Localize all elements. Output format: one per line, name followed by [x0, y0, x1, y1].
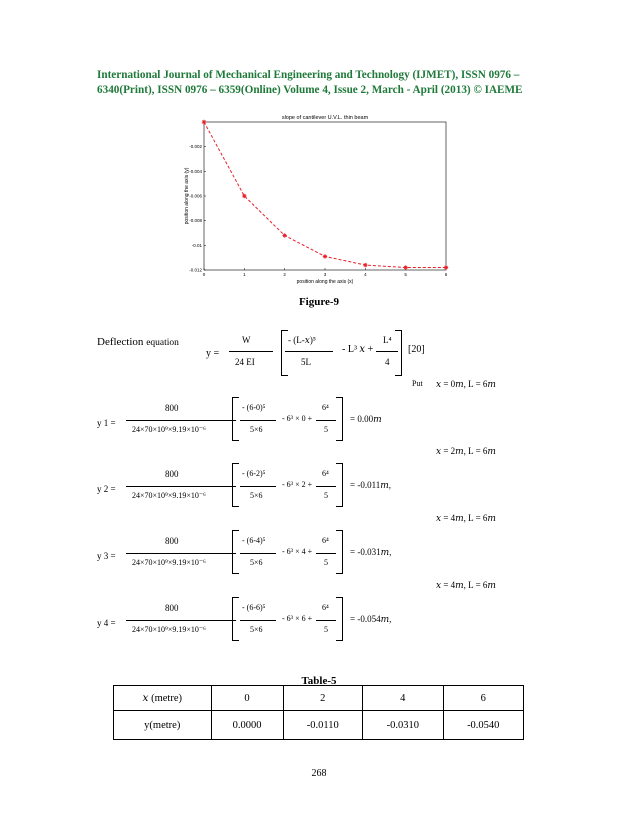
x-tick-label: 0: [202, 272, 206, 277]
row-frac3-num: 6⁴: [322, 603, 329, 612]
fraction-bar: [126, 420, 236, 421]
row-mid: - 6³ × 0 +: [282, 414, 313, 423]
general-den-mid: 5L: [301, 357, 311, 367]
table-cell: -0.0110: [283, 711, 363, 740]
row-num: 800: [165, 536, 179, 546]
left-bracket: [232, 463, 239, 507]
row-den: 24×70×10⁹×9.19×10⁻⁶: [132, 491, 206, 500]
chart-title: slope of cantilever U.V.L. thin beam: [281, 115, 369, 121]
row-num: 800: [165, 603, 179, 613]
row-y: y 4 =: [97, 618, 116, 628]
journal-header: [97, 68, 547, 98]
left-bracket: [232, 597, 239, 641]
data-point: [282, 233, 286, 237]
table-row: [114, 711, 524, 740]
row-frac3-den: 5: [324, 625, 328, 634]
slope-chart: [178, 110, 458, 290]
general-den-left: 24 EI: [235, 357, 255, 367]
general-num-right: L⁴: [383, 335, 392, 345]
row-result: = -0.054𝑚,: [350, 614, 392, 624]
table-cell: 0: [211, 686, 283, 711]
row-y: y 3 =: [97, 551, 116, 561]
row-den: 24×70×10⁹×9.19×10⁻⁶: [132, 625, 206, 634]
general-mid-term: - L³ 𝑥 +: [342, 344, 374, 355]
page-number: 268: [311, 768, 327, 779]
fraction-bar: [285, 351, 333, 352]
row-mid: - 6³ × 4 +: [282, 547, 313, 556]
y-axis-ticks: [189, 144, 206, 272]
fraction-bar: [126, 486, 236, 487]
general-den-right: 4: [385, 357, 390, 367]
row-frac2-den: 5×6: [250, 625, 263, 634]
deflection-label-small: equation: [146, 338, 179, 348]
fraction-bar: [240, 553, 276, 554]
results-table: [113, 685, 524, 740]
row-result: = 0.00𝑚: [350, 414, 382, 424]
row-frac2-den: 5×6: [250, 491, 263, 500]
figure-caption: Figure-9: [298, 296, 340, 308]
fraction-bar: [240, 486, 276, 487]
row-frac3-num: 6⁴: [322, 403, 329, 412]
data-point: [363, 263, 367, 267]
put-label: Put: [412, 379, 423, 388]
x-tick-label: 2: [283, 272, 286, 277]
table-cell: 2: [283, 686, 363, 711]
row-frac2-den: 5×6: [250, 558, 263, 567]
y-tick-label: -0.004: [189, 168, 202, 174]
x-tick-label: 1: [243, 272, 246, 277]
row-frac2-den: 5×6: [250, 425, 263, 434]
row-result: = -0.011𝑚,: [350, 480, 392, 490]
header-line-1: International Journal of Mechanical Engineering and Technology (IJMET), ISSN 0976 –: [97, 69, 520, 81]
y-tick-label: -0.01: [191, 242, 202, 248]
row-condition: 𝑥 = 4𝑚, L = 6𝑚: [436, 513, 496, 523]
fraction-bar: [316, 420, 336, 421]
general-y: y =: [206, 348, 220, 359]
fraction-bar: [316, 486, 336, 487]
general-num-left: W: [242, 335, 251, 345]
row-condition: 𝑥 = 4𝑚, L = 6𝑚: [436, 580, 496, 590]
left-bracket: [232, 397, 239, 441]
table-row: [114, 686, 524, 711]
fraction-bar: [240, 420, 276, 421]
left-bracket: [281, 330, 288, 376]
row-frac3-num: 6⁴: [322, 536, 329, 545]
table-cell: -0.0540: [443, 711, 524, 740]
row-result: = -0.031𝑚,: [350, 547, 392, 557]
row-mid: - 6³ × 2 +: [282, 480, 313, 489]
y-tick-label: -0.002: [189, 144, 202, 150]
row-frac3-den: 5: [324, 425, 328, 434]
row-frac3-den: 5: [324, 491, 328, 500]
row-frac2-num: - (6-4)⁵: [242, 536, 266, 545]
fraction-bar: [240, 620, 276, 621]
row-den: 24×70×10⁹×9.19×10⁻⁶: [132, 425, 206, 434]
right-bracket: [336, 597, 343, 641]
fraction-bar: [229, 351, 273, 352]
data-point: [242, 194, 246, 198]
plot-area: [204, 122, 446, 270]
table-cell: 6: [443, 686, 524, 711]
right-bracket: [336, 530, 343, 574]
row-num: 800: [165, 403, 179, 413]
row-y: y 2 =: [97, 484, 116, 494]
y-tick-label: -0.006: [189, 193, 202, 199]
general-ref: [20]: [408, 344, 425, 355]
right-bracket: [336, 397, 343, 441]
deflection-label-main: Deflection: [97, 336, 144, 348]
y-axis-label: position along the axis (y): [184, 167, 190, 225]
row-den: 24×70×10⁹×9.19×10⁻⁶: [132, 558, 206, 567]
header-line-2: 6340(Print), ISSN 0976 – 6359(Online) Volume 4, Issue 2, March - April (2013) © IAEME: [97, 84, 523, 96]
row-condition: 𝑥 = 2𝑚, L = 6𝑚: [436, 446, 496, 456]
table-cell: 4: [363, 686, 443, 711]
table-caption: Table-5: [301, 675, 337, 687]
row-frac2-num: - (6-0)⁵: [242, 403, 266, 412]
general-num-mid: - (L-𝑥)⁵: [288, 335, 316, 345]
x-tick-label: 6: [444, 272, 448, 277]
fraction-bar: [126, 620, 236, 621]
row-frac3-den: 5: [324, 558, 328, 567]
table-cell: 0.0000: [211, 711, 283, 740]
x-tick-label: 5: [404, 272, 407, 277]
x-tick-label: 4: [364, 272, 367, 277]
row-frac3-num: 6⁴: [322, 469, 329, 478]
row-mid: - 6³ × 6 +: [282, 614, 313, 623]
y-tick-label: -0.008: [189, 218, 202, 224]
fraction-bar: [316, 553, 336, 554]
right-bracket: [336, 463, 343, 507]
data-point: [202, 120, 206, 124]
fraction-bar: [126, 553, 236, 554]
row-frac2-num: - (6-2)⁵: [242, 469, 266, 478]
row-frac2-num: - (6-6)⁵: [242, 603, 266, 612]
table-cell: y(metre): [114, 711, 212, 740]
right-bracket: [395, 330, 402, 376]
row-num: 800: [165, 469, 179, 479]
left-bracket: [232, 530, 239, 574]
row-y: y 1 =: [97, 418, 116, 428]
x-tick-label: 3: [323, 272, 327, 277]
fraction-bar: [316, 620, 336, 621]
table-cell: 𝑥 (metre): [114, 686, 212, 711]
row-condition: 𝑥 = 0𝑚, L = 6𝑚: [436, 379, 496, 389]
table-cell: -0.0310: [363, 711, 443, 740]
deflection-label: [97, 336, 179, 348]
y-tick-label: -0.012: [189, 267, 202, 273]
x-axis-label: position along the axis (x): [296, 279, 354, 285]
